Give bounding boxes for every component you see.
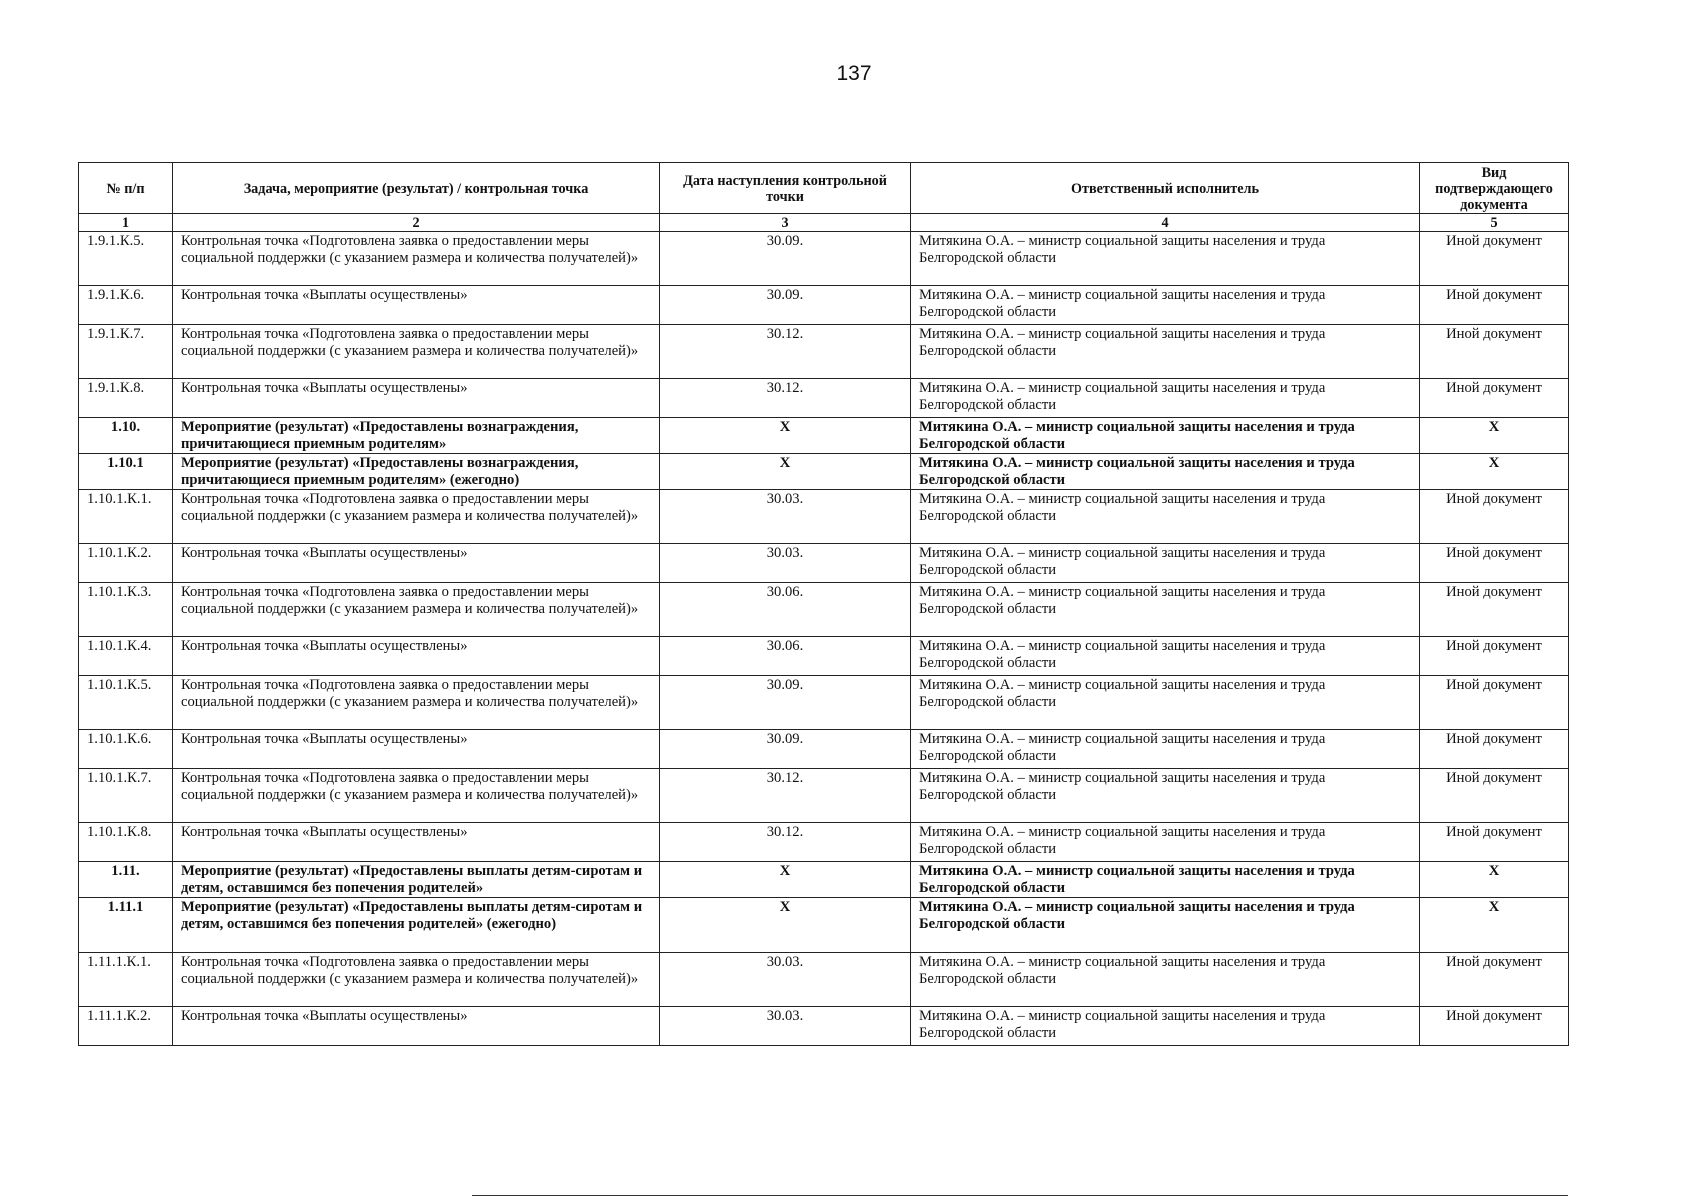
- row-document: Иной документ: [1420, 637, 1569, 676]
- row-task: Мероприятие (результат) «Предоставлены выплаты детям-сиротам и детям, оставшимся без попечения родителей» (ежегодно): [173, 898, 660, 953]
- column-number: 5: [1420, 214, 1569, 232]
- row-date: X: [660, 862, 911, 898]
- row-document: Иной документ: [1420, 379, 1569, 418]
- row-task: Мероприятие (результат) «Предоставлены вознаграждения, причитающиеся приемным родителям» (ежегодно): [173, 454, 660, 490]
- row-executor: Митякина О.А. – министр социальной защиты населения и труда Белгородской области: [911, 1007, 1420, 1046]
- table-row: [79, 286, 1569, 325]
- row-task: Контрольная точка «Выплаты осуществлены»: [173, 730, 660, 769]
- row-executor: Митякина О.А. – министр социальной защиты населения и труда Белгородской области: [911, 454, 1420, 490]
- row-number: 1.11.: [79, 862, 173, 898]
- row-number: 1.9.1.К.6.: [79, 286, 173, 325]
- row-executor: Митякина О.А. – министр социальной защиты населения и труда Белгородской области: [911, 379, 1420, 418]
- row-executor: Митякина О.А. – министр социальной защиты населения и труда Белгородской области: [911, 898, 1420, 953]
- row-number: 1.10.1.К.2.: [79, 544, 173, 583]
- table-row: [79, 490, 1569, 544]
- row-executor: Митякина О.А. – министр социальной защиты населения и труда Белгородской области: [911, 325, 1420, 379]
- table-row: [79, 1007, 1569, 1046]
- row-executor: Митякина О.А. – министр социальной защиты населения и труда Белгородской области: [911, 583, 1420, 637]
- header-number: № п/п: [79, 163, 173, 214]
- row-date: 30.03.: [660, 490, 911, 544]
- table-row: [79, 953, 1569, 1007]
- row-number: 1.11.1: [79, 898, 173, 953]
- row-task: Контрольная точка «Подготовлена заявка о предоставлении меры социальной поддержки (с указанием размера и количества получателей)»: [173, 325, 660, 379]
- row-task: Контрольная точка «Выплаты осуществлены»: [173, 1007, 660, 1046]
- row-date: 30.03.: [660, 1007, 911, 1046]
- row-number: 1.11.1.К.1.: [79, 953, 173, 1007]
- row-date: X: [660, 898, 911, 953]
- row-number: 1.10.1.К.1.: [79, 490, 173, 544]
- row-task: Контрольная точка «Выплаты осуществлены»: [173, 823, 660, 862]
- table-row: [79, 583, 1569, 637]
- row-document: Иной документ: [1420, 769, 1569, 823]
- row-executor: Митякина О.А. – министр социальной защиты населения и труда Белгородской области: [911, 862, 1420, 898]
- row-task: Контрольная точка «Подготовлена заявка о предоставлении меры социальной поддержки (с указанием размера и количества получателей)»: [173, 490, 660, 544]
- row-number: 1.10.1: [79, 454, 173, 490]
- row-date: X: [660, 454, 911, 490]
- table-row: [79, 232, 1569, 286]
- row-number: 1.10.1.К.8.: [79, 823, 173, 862]
- row-document: Иной документ: [1420, 544, 1569, 583]
- row-task: Контрольная точка «Выплаты осуществлены»: [173, 379, 660, 418]
- row-executor: Митякина О.А. – министр социальной защиты населения и труда Белгородской области: [911, 953, 1420, 1007]
- table-row: [79, 325, 1569, 379]
- row-number: 1.9.1.К.8.: [79, 379, 173, 418]
- row-date: 30.12.: [660, 823, 911, 862]
- row-task: Контрольная точка «Выплаты осуществлены»: [173, 286, 660, 325]
- table-row: [79, 898, 1569, 953]
- row-executor: Митякина О.А. – министр социальной защиты населения и труда Белгородской области: [911, 232, 1420, 286]
- row-executor: Митякина О.А. – министр социальной защиты населения и труда Белгородской области: [911, 823, 1420, 862]
- row-executor: Митякина О.А. – министр социальной защиты населения и труда Белгородской области: [911, 418, 1420, 454]
- page-number: 137: [836, 62, 872, 85]
- row-executor: Митякина О.А. – министр социальной защиты населения и труда Белгородской области: [911, 730, 1420, 769]
- row-task: Мероприятие (результат) «Предоставлены вознаграждения, причитающиеся приемным родителям»: [173, 418, 660, 454]
- table-row: [79, 823, 1569, 862]
- column-number: 3: [660, 214, 911, 232]
- row-document: Иной документ: [1420, 676, 1569, 730]
- column-number-row: [79, 214, 1569, 232]
- row-document: Иной документ: [1420, 490, 1569, 544]
- row-task: Контрольная точка «Выплаты осуществлены»: [173, 544, 660, 583]
- row-date: 30.09.: [660, 730, 911, 769]
- row-document: Иной документ: [1420, 953, 1569, 1007]
- row-document: Иной документ: [1420, 583, 1569, 637]
- row-task: Контрольная точка «Подготовлена заявка о предоставлении меры социальной поддержки (с указанием размера и количества получателей)»: [173, 232, 660, 286]
- header-date: Дата наступления контрольной точки: [660, 163, 911, 214]
- row-date: 30.06.: [660, 637, 911, 676]
- row-date: 30.09.: [660, 676, 911, 730]
- row-document: X: [1420, 454, 1569, 490]
- header-document: Вид подтверждающего документа: [1420, 163, 1569, 214]
- row-document: Иной документ: [1420, 325, 1569, 379]
- row-date: 30.12.: [660, 379, 911, 418]
- table-row: [79, 676, 1569, 730]
- row-document: Иной документ: [1420, 286, 1569, 325]
- row-task: Контрольная точка «Выплаты осуществлены»: [173, 637, 660, 676]
- row-task: Мероприятие (результат) «Предоставлены выплаты детям-сиротам и детям, оставшимся без попечения родителей»: [173, 862, 660, 898]
- table-row: [79, 454, 1569, 490]
- row-number: 1.9.1.К.5.: [79, 232, 173, 286]
- row-document: Иной документ: [1420, 232, 1569, 286]
- row-date: 30.12.: [660, 325, 911, 379]
- row-executor: Митякина О.А. – министр социальной защиты населения и труда Белгородской области: [911, 676, 1420, 730]
- table-row: [79, 544, 1569, 583]
- row-executor: Митякина О.А. – министр социальной защиты населения и труда Белгородской области: [911, 637, 1420, 676]
- row-document: Иной документ: [1420, 730, 1569, 769]
- row-date: 30.06.: [660, 583, 911, 637]
- row-date: 30.12.: [660, 769, 911, 823]
- table-row: [79, 862, 1569, 898]
- row-task: Контрольная точка «Подготовлена заявка о предоставлении меры социальной поддержки (с указанием размера и количества получателей)»: [173, 583, 660, 637]
- row-executor: Митякина О.А. – министр социальной защиты населения и труда Белгородской области: [911, 544, 1420, 583]
- table-row: [79, 418, 1569, 454]
- page-bottom-rule: [472, 1195, 1568, 1196]
- column-number: 1: [79, 214, 173, 232]
- row-task: Контрольная точка «Подготовлена заявка о предоставлении меры социальной поддержки (с указанием размера и количества получателей)»: [173, 953, 660, 1007]
- row-document: X: [1420, 418, 1569, 454]
- header-row: [79, 163, 1569, 214]
- row-number: 1.10.1.К.7.: [79, 769, 173, 823]
- row-task: Контрольная точка «Подготовлена заявка о предоставлении меры социальной поддержки (с указанием размера и количества получателей)»: [173, 769, 660, 823]
- row-number: 1.10.1.К.5.: [79, 676, 173, 730]
- row-number: 1.10.1.К.4.: [79, 637, 173, 676]
- row-date: 30.03.: [660, 544, 911, 583]
- row-number: 1.11.1.К.2.: [79, 1007, 173, 1046]
- control-points-table: [78, 162, 1569, 1046]
- header-task: Задача, мероприятие (результат) / контрольная точка: [173, 163, 660, 214]
- header-executor: Ответственный исполнитель: [911, 163, 1420, 214]
- row-number: 1.10.1.К.3.: [79, 583, 173, 637]
- table-row: [79, 637, 1569, 676]
- row-number: 1.9.1.К.7.: [79, 325, 173, 379]
- table-row: [79, 769, 1569, 823]
- column-number: 2: [173, 214, 660, 232]
- column-number: 4: [911, 214, 1420, 232]
- row-executor: Митякина О.А. – министр социальной защиты населения и труда Белгородской области: [911, 286, 1420, 325]
- row-document: X: [1420, 898, 1569, 953]
- row-date: X: [660, 418, 911, 454]
- row-number: 1.10.1.К.6.: [79, 730, 173, 769]
- row-document: Иной документ: [1420, 1007, 1569, 1046]
- row-task: Контрольная точка «Подготовлена заявка о предоставлении меры социальной поддержки (с указанием размера и количества получателей)»: [173, 676, 660, 730]
- row-number: 1.10.: [79, 418, 173, 454]
- row-document: X: [1420, 862, 1569, 898]
- table-row: [79, 730, 1569, 769]
- row-executor: Митякина О.А. – министр социальной защиты населения и труда Белгородской области: [911, 769, 1420, 823]
- row-date: 30.09.: [660, 232, 911, 286]
- row-date: 30.03.: [660, 953, 911, 1007]
- row-executor: Митякина О.А. – министр социальной защиты населения и труда Белгородской области: [911, 490, 1420, 544]
- row-document: Иной документ: [1420, 823, 1569, 862]
- table-row: [79, 379, 1569, 418]
- row-date: 30.09.: [660, 286, 911, 325]
